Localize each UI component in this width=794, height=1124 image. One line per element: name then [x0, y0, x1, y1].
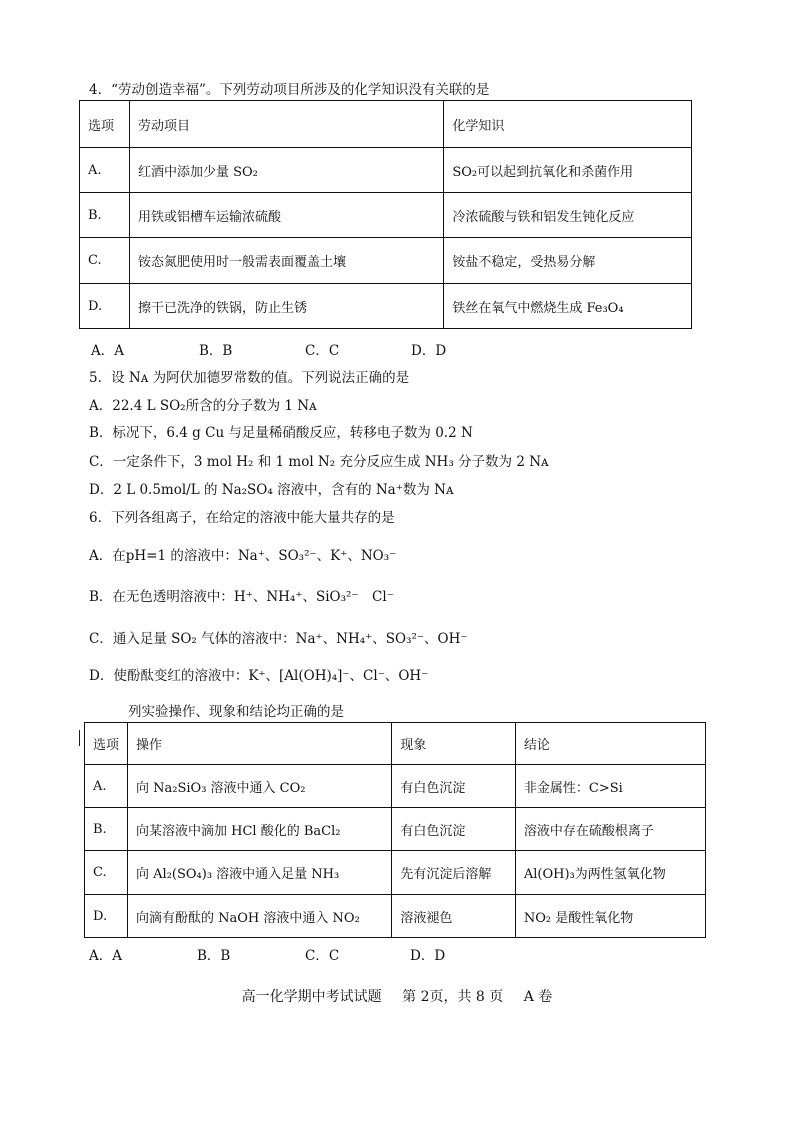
- table-cell: SO₂可以起到抗氧化和杀菌作用: [444, 148, 692, 193]
- table-cell: D.: [80, 284, 130, 329]
- table-cell: C.: [80, 238, 130, 284]
- q5-option-a: A．22.4 L SO₂所含的分子数为 1 Nᴀ: [89, 398, 317, 414]
- table-row: [85, 808, 706, 851]
- footer-volume: A 卷: [523, 989, 553, 1005]
- table-cell: 溶液褪色: [392, 895, 516, 938]
- scan-mark: [79, 730, 80, 746]
- table-cell: 先有沉淀后溶解: [392, 851, 516, 895]
- table-cell: 铵态氮肥使用时一般需表面覆盖土壤: [129, 238, 443, 284]
- table-cell: B.: [80, 193, 130, 238]
- table-cell: 擦干已洗净的铁锅，防止生锈: [129, 284, 443, 329]
- q4-stem: 4．“劳动创造幸福”。下列劳动项目所涉及的化学知识没有关联的是: [89, 82, 490, 98]
- q5-option-c: C．一定条件下，3 mol H₂ 和 1 mol N₂ 充分反应生成 NH₃ 分子数为 2 Nᴀ: [89, 454, 549, 470]
- answer-choice: B．B: [199, 343, 233, 359]
- table-cell: B.: [85, 808, 128, 851]
- table-cell: 非金属性：C>Si: [515, 765, 705, 808]
- table-row: [85, 851, 706, 895]
- table-cell: 用铁或铝槽车运输浓硫酸: [129, 193, 443, 238]
- table-cell: 有白色沉淀: [392, 808, 516, 851]
- table-row: [85, 765, 706, 808]
- table-cell: 向 Na₂SiO₃ 溶液中通入 CO₂: [128, 765, 392, 808]
- q6-stem: 6．下列各组离子，在给定的溶液中能大量共存的是: [89, 510, 395, 526]
- table-row: [80, 148, 692, 193]
- header-cell: 化学知识: [444, 101, 692, 148]
- answer-choice: C．C: [305, 948, 340, 964]
- answer-choice: B．B: [197, 948, 231, 964]
- table-cell: 铁丝在氧气中燃烧生成 Fe₃O₄: [444, 284, 692, 329]
- header-cell: 选项: [85, 723, 128, 765]
- q5-stem: 5．设 Nᴀ 为阿伏加德罗常数的值。下列说法正确的是: [89, 370, 410, 386]
- answer-choice: A．A: [91, 343, 124, 359]
- q7-table: [84, 722, 706, 938]
- footer-exam-title: 高一化学期中考试试题: [241, 989, 382, 1005]
- answer-choice: D．D: [410, 948, 446, 964]
- q7-stem: 列实验操作、现象和结论均正确的是: [128, 704, 344, 720]
- header-cell: 选项: [80, 101, 130, 148]
- header-cell: 现象: [392, 723, 516, 765]
- table-cell: 铵盐不稳定，受热易分解: [444, 238, 692, 284]
- table-cell: 冷浓硫酸与铁和铝发生钝化反应: [444, 193, 692, 238]
- table-row: [80, 284, 692, 329]
- q5-option-b: B．标况下，6.4 g Cu 与足量稀硝酸反应，转移电子数为 0.2 N: [89, 425, 473, 441]
- table-row: [80, 193, 692, 238]
- table-cell: A.: [80, 148, 130, 193]
- table-row: [85, 895, 706, 938]
- q6-option-a: A．在pH=1 的溶液中：Na⁺、SO₃²⁻、K⁺、NO₃⁻: [89, 548, 397, 564]
- header-cell: 劳动项目: [129, 101, 443, 148]
- table-cell: 向滴有酚酞的 NaOH 溶液中通入 NO₂: [128, 895, 392, 938]
- table-header-row: [80, 101, 692, 148]
- page-footer: [0, 986, 794, 1006]
- q4-table: [79, 100, 692, 329]
- header-cell: 操作: [128, 723, 392, 765]
- header-cell: 结论: [515, 723, 705, 765]
- q6-option-b: B．在无色透明溶液中：H⁺、NH₄⁺、SiO₃²⁻ Cl⁻: [89, 589, 394, 605]
- table-cell: D.: [85, 895, 128, 938]
- table-cell: C.: [85, 851, 128, 895]
- table-cell: 溶液中存在硫酸根离子: [515, 808, 705, 851]
- table-cell: 向 Al₂(SO₄)₃ 溶液中通入足量 NH₃: [128, 851, 392, 895]
- table-cell: A.: [85, 765, 128, 808]
- q6-option-c: C．通入足量 SO₂ 气体的溶液中：Na⁺、NH₄⁺、SO₃²⁻、OH⁻: [89, 631, 468, 647]
- answer-choice: D．D: [411, 343, 447, 359]
- answer-choice: C．C: [305, 343, 340, 359]
- table-row: [80, 238, 692, 284]
- table-cell: 红酒中添加少量 SO₂: [129, 148, 443, 193]
- table-cell: 有白色沉淀: [392, 765, 516, 808]
- table-cell: 向某溶液中滴加 HCl 酸化的 BaCl₂: [128, 808, 392, 851]
- table-header-row: [85, 723, 706, 765]
- table-cell: Al(OH)₃为两性氢氧化物: [515, 851, 705, 895]
- q5-option-d: D．2 L 0.5mol/L 的 Na₂SO₄ 溶液中，含有的 Na⁺数为 Nᴀ: [89, 482, 454, 498]
- table-cell: NO₂ 是酸性氧化物: [515, 895, 705, 938]
- footer-page-number: 第 2页，共 8 页: [402, 989, 504, 1005]
- q6-option-d: D．使酚酞变红的溶液中：K⁺、[Al(OH)₄]⁻、Cl⁻、OH⁻: [89, 668, 429, 684]
- answer-choice: A．A: [89, 948, 122, 964]
